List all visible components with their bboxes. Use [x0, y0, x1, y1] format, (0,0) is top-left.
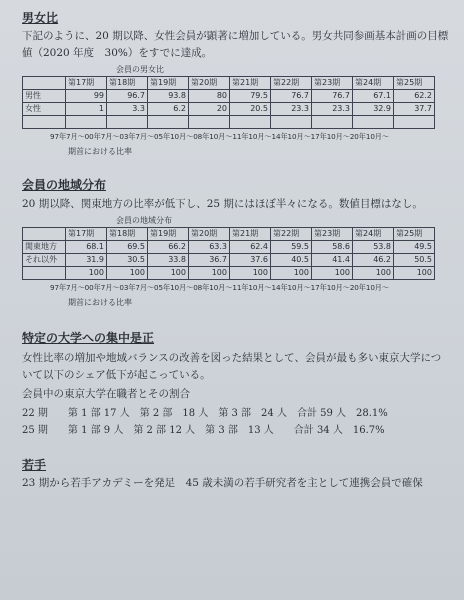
table-cell: 100 [353, 267, 394, 280]
region-table-caption: 会員の地域分布 [116, 216, 172, 225]
university-text-2: いて以下のシェア低下が起こっている。 [22, 369, 211, 381]
section-heading-university: 特定の大学への集中是正 [22, 331, 155, 345]
table-cell: 100 [148, 267, 189, 280]
section-heading-region: 会員の地域分布 [22, 178, 107, 192]
spacer [22, 308, 450, 330]
table-header-row [23, 228, 435, 241]
table-cell: 99 [66, 90, 107, 103]
young-text-1: 23 期から若手アカデミーを発足 45 歳未満の若手研究者を主として連携会員で確保 [22, 477, 423, 489]
period-header: 第21期 [230, 77, 271, 90]
table-cell [107, 116, 148, 129]
table-cell [271, 116, 312, 129]
term-25-line: 25 期 第 1 部 9 人 第 2 部 12 人 第 3 部 13 人 合計 34 人 16.7% [22, 425, 385, 436]
table-row [23, 267, 435, 280]
row-label: 男性 [23, 90, 66, 103]
period-header: 第20期 [189, 77, 230, 90]
table-cell: 80 [189, 90, 230, 103]
table-cell: 67.1 [353, 90, 394, 103]
table-row [23, 241, 435, 254]
table-cell: 62.2 [394, 90, 435, 103]
table-cell: 76.7 [271, 90, 312, 103]
table-row [23, 254, 435, 267]
table-cell: 20 [189, 103, 230, 116]
period-header: 第18期 [107, 228, 148, 241]
period-header: 第19期 [148, 228, 189, 241]
table-row [23, 103, 435, 116]
table-cell [66, 116, 107, 129]
row-label: 女性 [23, 103, 66, 116]
term-22-line: 22 期 第 1 部 17 人 第 2 部 18 人 第 3 部 24 人 合計 59 人 28.1% [22, 408, 388, 419]
university-text-1: 女性比率の増加や地域バランスの改善を図った結果として、会員が最も多い東京大学につ [22, 352, 442, 364]
gender-text-1: 下記のように、20 期以降、女性会員が顕著に増加している。男女共同参画基本計画の目標 [22, 30, 449, 42]
table-cell: 53.8 [353, 241, 394, 254]
table-corner-cell [23, 77, 66, 90]
table-cell: 1 [66, 103, 107, 116]
table-cell: 46.2 [353, 254, 394, 267]
table-cell: 49.5 [394, 241, 435, 254]
table-cell: 3.3 [107, 103, 148, 116]
row-label: それ以外 [23, 254, 66, 267]
period-dates: 97年7月～00年7月～03年7月～05年10月～08年10月～11年10月～14年10月～17年10月～20年10月～ [50, 132, 389, 141]
table-row [23, 90, 435, 103]
gender-table-caption: 会員の男女比 [116, 65, 164, 74]
row-label [23, 116, 66, 129]
spacer [22, 157, 450, 177]
table-cell: 36.7 [189, 254, 230, 267]
period-header: 第22期 [271, 228, 312, 241]
table-cell: 100 [66, 267, 107, 280]
table-cell [312, 116, 353, 129]
university-subtitle: 会員中の東京大学在職者とその割合 [22, 388, 190, 400]
row-label [23, 267, 66, 280]
table-cell: 100 [107, 267, 148, 280]
table-cell: 76.7 [312, 90, 353, 103]
region-distribution-table [22, 227, 435, 280]
table-cell: 41.4 [312, 254, 353, 267]
gender-ratio-table [22, 76, 435, 129]
period-header: 第20期 [189, 228, 230, 241]
table-cell [353, 116, 394, 129]
region-text-1: 20 期以降、関東地方の比率が低下し、25 期にはほぼ半々になる。数値目標はなし。 [22, 198, 423, 210]
period-header: 第18期 [107, 77, 148, 90]
table-corner-cell [23, 228, 66, 241]
table-cell: 30.5 [107, 254, 148, 267]
table-row [23, 116, 435, 129]
table-cell: 93.8 [148, 90, 189, 103]
spacer [22, 439, 450, 457]
table-cell: 100 [312, 267, 353, 280]
period-header: 第22期 [271, 77, 312, 90]
table-cell: 23.3 [271, 103, 312, 116]
table-cell: 79.5 [230, 90, 271, 103]
table-cell: 100 [230, 267, 271, 280]
table-cell: 32.9 [353, 103, 394, 116]
table-cell: 31.9 [66, 254, 107, 267]
table-cell [394, 116, 435, 129]
table-note: 期首における比率 [68, 147, 132, 156]
table-note: 期首における比率 [68, 298, 132, 307]
table-cell: 100 [189, 267, 230, 280]
table-cell: 33.8 [148, 254, 189, 267]
table-header-row [23, 77, 435, 90]
gender-text-2: 値（2020 年度 30%）をすでに達成。 [22, 47, 213, 59]
section-heading-young: 若手 [22, 458, 47, 472]
row-label: 関東地方 [23, 241, 66, 254]
period-header: 第23期 [312, 77, 353, 90]
table-cell: 63.3 [189, 241, 230, 254]
period-header: 第21期 [230, 228, 271, 241]
table-cell: 20.5 [230, 103, 271, 116]
section-heading-gender: 男女比 [22, 11, 59, 25]
period-header: 第19期 [148, 77, 189, 90]
period-header: 第24期 [353, 228, 394, 241]
table-cell: 58.6 [312, 241, 353, 254]
table-cell: 66.2 [148, 241, 189, 254]
table-cell: 6.2 [148, 103, 189, 116]
period-dates: 97年7月～00年7月～03年7月～05年10月～08年10月～11年10月～14年10月～17年10月～20年10月～ [50, 283, 389, 292]
period-header: 第25期 [394, 77, 435, 90]
table-cell: 37.6 [230, 254, 271, 267]
table-cell [148, 116, 189, 129]
period-header: 第24期 [353, 77, 394, 90]
table-cell: 62.4 [230, 241, 271, 254]
period-header: 第17期 [66, 77, 107, 90]
period-header: 第17期 [66, 228, 107, 241]
table-cell: 100 [271, 267, 312, 280]
table-cell: 23.3 [312, 103, 353, 116]
table-cell: 40.5 [271, 254, 312, 267]
table-cell: 69.5 [107, 241, 148, 254]
table-cell: 96.7 [107, 90, 148, 103]
period-header: 第23期 [312, 228, 353, 241]
period-header: 第25期 [394, 228, 435, 241]
table-cell: 50.5 [394, 254, 435, 267]
table-cell: 59.5 [271, 241, 312, 254]
table-cell: 37.7 [394, 103, 435, 116]
table-cell: 68.1 [66, 241, 107, 254]
table-cell [230, 116, 271, 129]
table-cell [189, 116, 230, 129]
table-cell: 100 [394, 267, 435, 280]
